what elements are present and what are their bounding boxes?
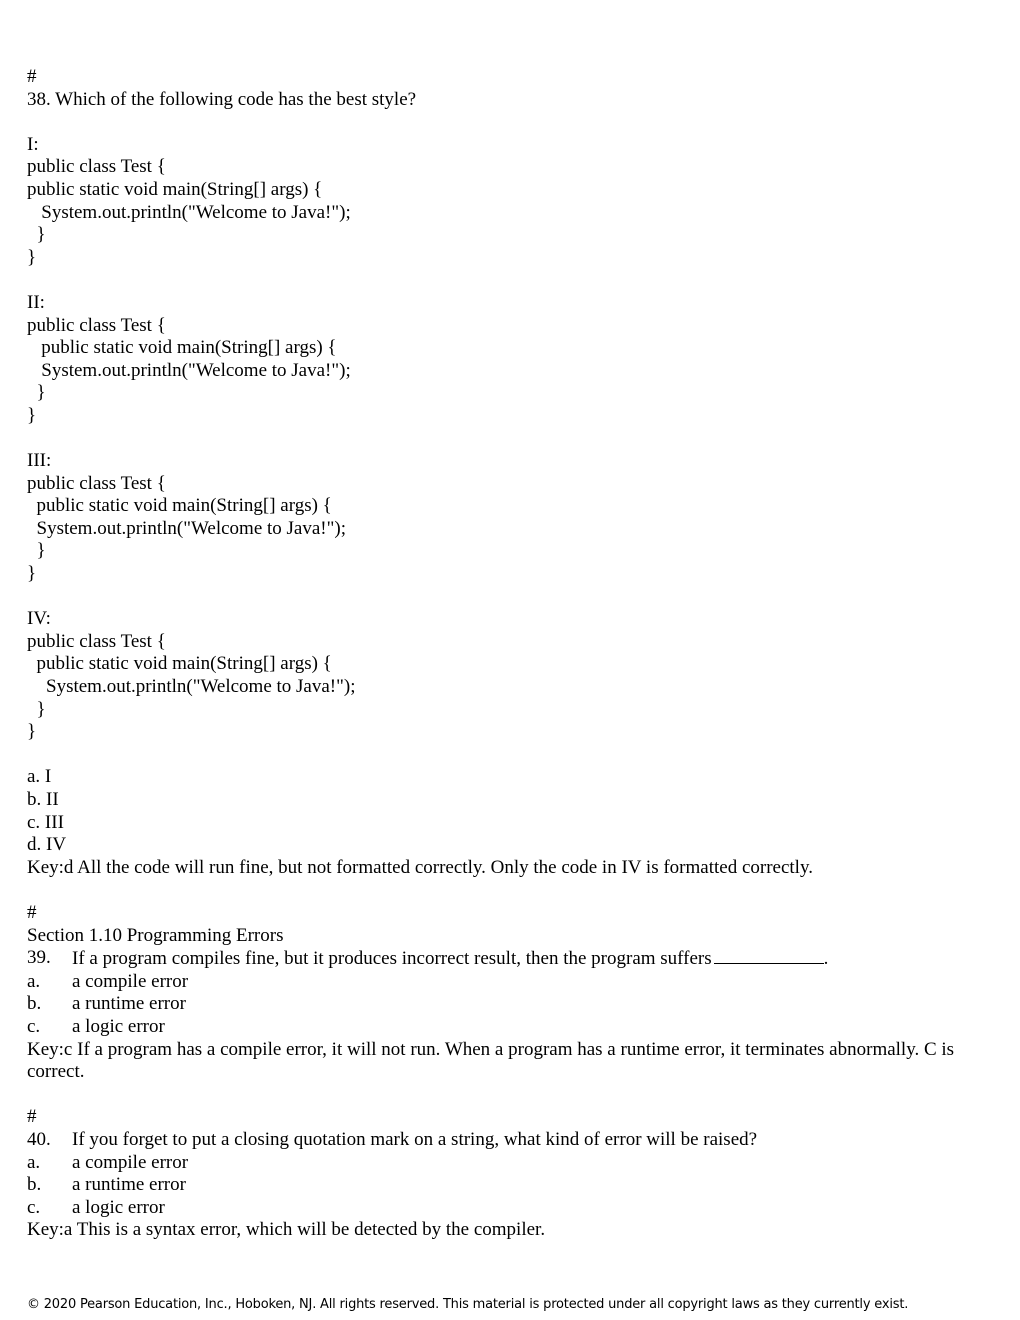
code-line: } <box>27 224 46 246</box>
code-line: } <box>27 721 37 743</box>
answer-key: Key:d All the code will run fine, but not formatted correctly. Only the code in IV is formatted correctly. <box>27 856 813 878</box>
answer-option: d. IV <box>27 834 67 856</box>
question-text: If a program compiles fine, but it produces incorrect result, then the program suffers <box>72 948 712 970</box>
code-line: public static void main(String[] args) { <box>27 653 332 675</box>
option-label: b. <box>27 1174 42 1196</box>
code-line: } <box>27 382 46 404</box>
hash-marker: # <box>27 66 37 87</box>
question-38-text: 38. Which of the following code has the best style? <box>27 88 417 110</box>
hash-marker: # <box>27 1106 37 1128</box>
fill-in-blank <box>714 947 824 964</box>
answer-option <box>27 1016 1002 1039</box>
code-block-label: II: <box>27 291 45 313</box>
code-line: public class Test { <box>27 630 166 652</box>
section-heading: Section 1.10 Programming Errors <box>27 924 284 946</box>
code-block-label: I: <box>27 133 39 155</box>
option-label: c. <box>27 1015 41 1037</box>
option-label: c. <box>27 1196 41 1218</box>
answer-option <box>27 1174 1002 1197</box>
option-label: b. <box>27 993 42 1015</box>
hash-marker: # <box>27 901 37 923</box>
question-39 <box>27 947 1002 971</box>
question-40 <box>27 1129 1002 1152</box>
code-block-label: IV: <box>27 608 51 630</box>
document-page <box>27 66 1002 1242</box>
option-text: a logic error <box>72 1196 165 1218</box>
code-line: public class Test { <box>27 314 166 336</box>
answer-option: a. I <box>27 766 52 788</box>
code-block-label: III: <box>27 450 52 472</box>
answer-option <box>27 1197 1002 1220</box>
code-option-iv <box>27 608 1002 744</box>
option-text: a runtime error <box>72 993 186 1015</box>
copyright-footer: © 2020 Pearson Education, Inc., Hoboken, NJ. All rights reserved. This material is protected under all copyright laws as they currently exist. <box>27 1297 909 1312</box>
question-40-text: If you forget to put a closing quotation mark on a string, what kind of error will be raised? <box>72 1128 758 1150</box>
code-line: System.out.println("Welcome to Java!"); <box>27 201 351 223</box>
answer-option <box>27 971 1002 994</box>
code-line: } <box>27 246 37 268</box>
answer-option <box>27 993 1002 1016</box>
code-line: System.out.println("Welcome to Java!"); <box>27 676 356 698</box>
option-text: a logic error <box>72 1015 165 1037</box>
code-line: System.out.println("Welcome to Java!"); <box>27 359 351 381</box>
option-label: a. <box>27 970 41 992</box>
option-text: a runtime error <box>72 1174 186 1196</box>
question-39-text <box>72 947 828 971</box>
question-number: 39. <box>27 947 51 969</box>
option-label: a. <box>27 1151 41 1173</box>
code-option-ii <box>27 292 1002 428</box>
answer-option <box>27 1152 1002 1175</box>
answer-key: Key:c If a program has a compile error, it will not run. When a program has a runtime error, it terminates abnormally. C is correct. <box>27 1038 955 1083</box>
code-line: public class Test { <box>27 472 166 494</box>
code-line: } <box>27 698 46 720</box>
code-line: public static void main(String[] args) { <box>27 178 323 200</box>
code-line: System.out.println("Welcome to Java!"); <box>27 517 346 539</box>
code-line: } <box>27 404 37 426</box>
code-option-i <box>27 134 1002 270</box>
option-text: a compile error <box>72 1151 189 1173</box>
code-line: } <box>27 563 37 585</box>
code-line: public class Test { <box>27 156 166 178</box>
code-line: public static void main(String[] args) { <box>27 495 332 517</box>
answer-option: b. II <box>27 789 59 810</box>
answer-key: Key:a This is a syntax error, which will be detected by the compiler. <box>27 1219 546 1241</box>
option-text: a compile error <box>72 970 189 992</box>
question-end: . <box>823 948 829 970</box>
question-number: 40. <box>27 1128 51 1150</box>
code-line: } <box>27 540 46 562</box>
code-line: public static void main(String[] args) { <box>27 337 337 359</box>
answer-option: c. III <box>27 811 64 833</box>
code-option-iii <box>27 450 1002 586</box>
